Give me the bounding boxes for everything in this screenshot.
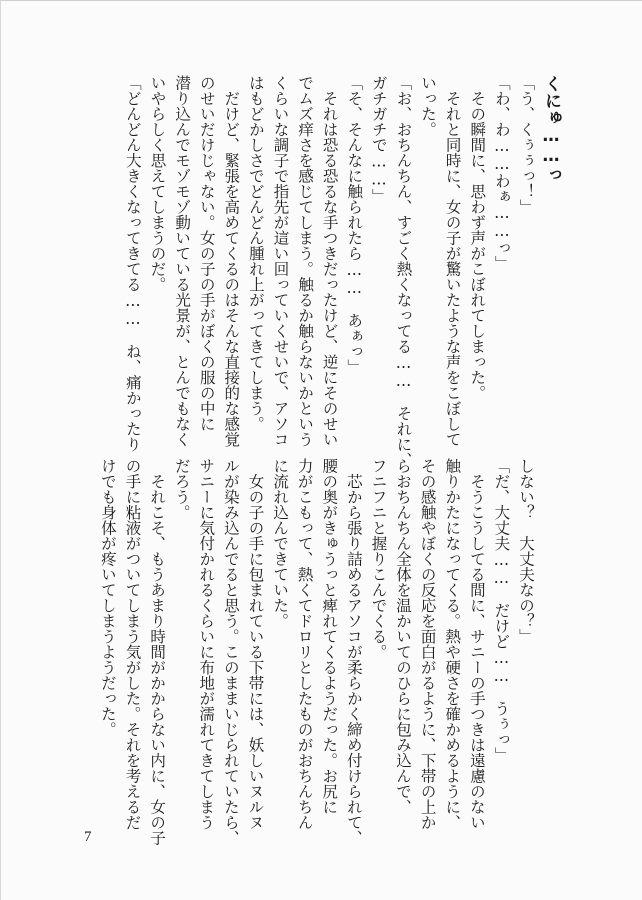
text-line: そうこうしてる間に、サニーの手つきは遠慮のない — [467, 458, 486, 830]
text-line: それは恐る恐るな手つきだったけど、逆にそのせい — [320, 75, 339, 447]
text-line: に流れ込んできていた。 — [271, 458, 290, 629]
text-line: 女の子の手に包まれている下帯には、妖しいヌルヌ — [246, 458, 265, 830]
text-line: その瞬間に、思わず声がこぼれてしまった。 — [468, 75, 487, 401]
text-line: 「だ、大丈夫…… だけど…… うぅっ」 — [492, 458, 511, 763]
text-line: 「お、おちんちん、すごく熱くなってる…… それに、 — [394, 75, 413, 468]
text-line: いった。 — [419, 75, 438, 137]
text-line: それこそ、もうあまり時間がかからない内に、女の子 — [148, 458, 167, 846]
text-line: フニフニと握りこんでくる。 — [369, 458, 388, 660]
text-line: でムズ痒さを感じてしまう。触るか触らないかという — [296, 75, 315, 447]
text-line: 「そ、そんなに触られたら…… あぁっ」 — [345, 75, 364, 375]
text-line: いやらしく思えてしまうのだ。 — [148, 75, 167, 292]
text-line: その感触やぼくの反応を面白がるように、下帯の上か — [418, 458, 437, 830]
text-line: のせいだけじゃない。女の子の手がぼくの服の中に — [197, 75, 216, 432]
text-line: らおちんちん全体を温かいてのひらに包み込んで、 — [394, 458, 413, 815]
text-line: 触りかたになってくる。熱や硬さを確かめるように、 — [443, 458, 462, 830]
text-line: しない？ 大丈夫なの？」 — [517, 458, 535, 644]
text-line: けでも身体が疼いてしまうようだった。 — [98, 458, 117, 737]
section-heading: くにゅ……っ — [541, 75, 561, 183]
upper-text-column — [120, 75, 563, 468]
page-number: 7 — [84, 829, 92, 845]
text-line: だろう。 — [172, 458, 191, 520]
lower-text-column — [95, 458, 538, 846]
text-line: はもどかしさでどんどん腫れ上がってきてしまう。 — [246, 75, 265, 432]
text-line: 腰の奥がきゅうっと痺れてくるようだった。お尻に — [320, 458, 339, 815]
text-line: 「わ、わ……わぁ……っ」 — [492, 75, 511, 271]
text-line: 「どんどん大きくなってきてる…… ね、痛かったり — [123, 75, 142, 452]
text-line: サニーに気付かれるくらいに布地が濡れてきてしまう — [197, 458, 216, 830]
text-line: ガチガチで……」 — [369, 75, 388, 204]
text-line: それと同時に、女の子が驚いたような声をこぼして — [443, 75, 462, 447]
text-line: だけど、緊張を高めてくるのはそんな直接的な感覚 — [222, 75, 241, 447]
text-line: 潜り込んでモゾモゾ動いている光景が、とんでもなく — [173, 75, 192, 447]
text-line: の手に粘液がついてしまう気がした。それを考えるだ — [123, 458, 142, 830]
text-line: ルが染み込んでると思う。このままいじられていたら、 — [221, 458, 240, 846]
text-line: 芯から張り詰めるアソコが柔らかく締め付けられて、 — [344, 458, 363, 846]
text-line: 「う、くぅぅっ！」 — [517, 75, 536, 215]
text-line: くらいな調子で指先が這い回っていくせいで、アソコ — [271, 75, 290, 447]
text-line: 力がこもって、熱くてドロリとしたものがおちんちん — [295, 458, 314, 830]
